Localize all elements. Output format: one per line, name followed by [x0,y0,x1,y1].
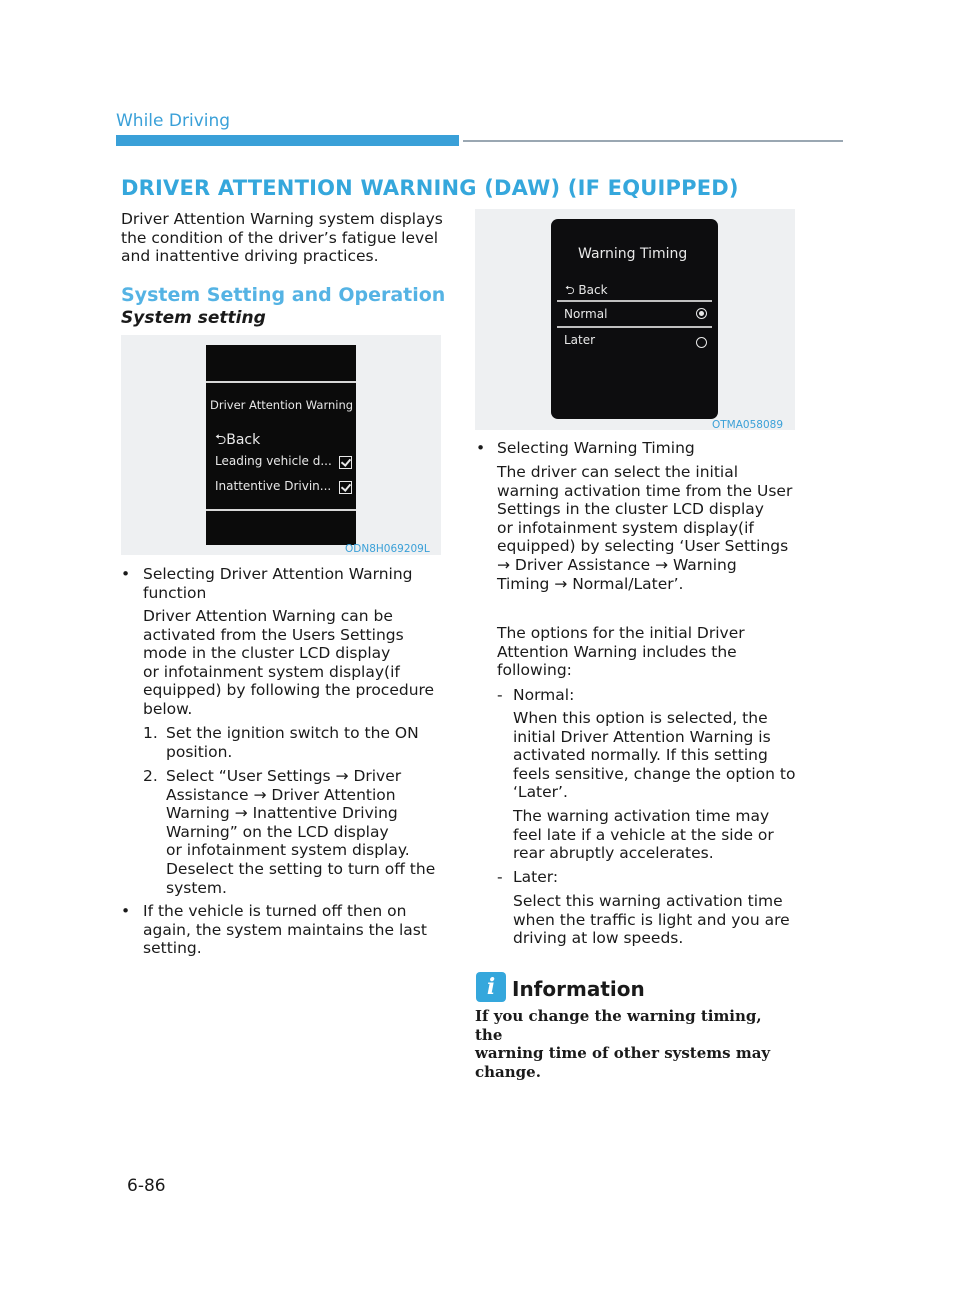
header-bar-rule [463,140,843,142]
cluster-screen-warning-timing [551,219,718,419]
figure-code: OTMA058089 [712,419,784,431]
cluster-screen-daw [206,345,356,545]
radio-selected-icon [696,308,707,319]
back-item: ⮌Back [215,432,261,448]
intro-paragraph: Driver Attention Warning system displays the condition of the driver’s fatigue level and inattentive driving practices. [121,210,443,266]
info-body: If you change the warning timing, the warning time of other systems may change. [475,1007,771,1081]
option-normal: Normal [564,307,608,321]
bullet-text: If the vehicle is turned off then on again, the system maintains the last setting. [143,902,427,958]
screen-divider [557,326,712,328]
section-heading: System Setting and Operation [121,284,446,306]
screen-divider [206,509,356,511]
back-item: ⮌ Back [565,283,608,297]
checkbox-checked-icon [339,456,352,469]
menu-item-leading-vehicle: Leading vehicle d... [215,454,332,468]
step-text: Set the ignition switch to the ON position. [166,724,419,761]
info-title: Information [512,977,645,1001]
figure-code: ODN8H069209L [345,543,430,555]
bullet-icon: • [121,565,131,583]
page-number: 6-86 [127,1176,166,1196]
option-description: The warning activation time may feel late if a vehicle at the side or rear abruptly accelerates. [513,807,774,863]
bullet-icon: • [121,902,131,920]
option-description: Select this warning activation time when the traffic is light and you are driving at low speeds. [513,892,790,948]
step-text: Select “User Settings → Driver Assistance → Driver Attention Warning → Inattentive Driving Warning” on the LCD display or infotainment system display. Deselect the setting to turn off the system. [166,767,436,897]
option-label-normal: Normal: [513,686,575,704]
dash-icon: - [497,868,503,886]
step-number: 2. [143,767,158,785]
option-later: Later [564,333,596,347]
subsection-heading: System setting [121,308,266,328]
option-label-later: Later: [513,868,559,886]
bullet-title: Selecting Driver Attention Warning function [143,565,413,602]
option-description: When this option is selected, the initial Driver Attention Warning is activated normally. If this setting feels sensitive, change the option to ‘Later’. [513,709,796,802]
radio-unselected-icon [696,337,707,348]
menu-item-inattentive-driving: Inattentive Drivin... [215,479,332,493]
header-bar-accent [116,135,459,146]
options-intro: The options for the initial Driver Attention Warning includes the following: [497,624,745,680]
step-number: 1. [143,724,158,742]
screen-title: Driver Attention Warning [210,398,354,412]
screen-divider [206,381,356,383]
checkbox-checked-icon [339,481,352,494]
screen-title: Warning Timing [578,246,688,262]
info-icon: i [476,972,506,1002]
dash-icon: - [497,686,503,704]
bullet-icon: • [476,439,486,457]
page-title: DRIVER ATTENTION WARNING (DAW) (IF EQUIPPED) [121,176,739,200]
section-label: While Driving [116,111,231,131]
bullet-body: The driver can select the initial warning activation time from the User Settings in the cluster LCD display or infotainment system display(if equipped) by selecting ‘User Settings → Driver Assistance → Warning Timing → Normal/Later’. [497,463,793,593]
screen-divider [557,300,712,302]
bullet-body: Driver Attention Warning can be activated from the Users Settings mode in the cluster LCD display or infotainment system display(if equipped) by following the procedure below. [143,607,435,718]
bullet-title: Selecting Warning Timing [497,439,695,457]
